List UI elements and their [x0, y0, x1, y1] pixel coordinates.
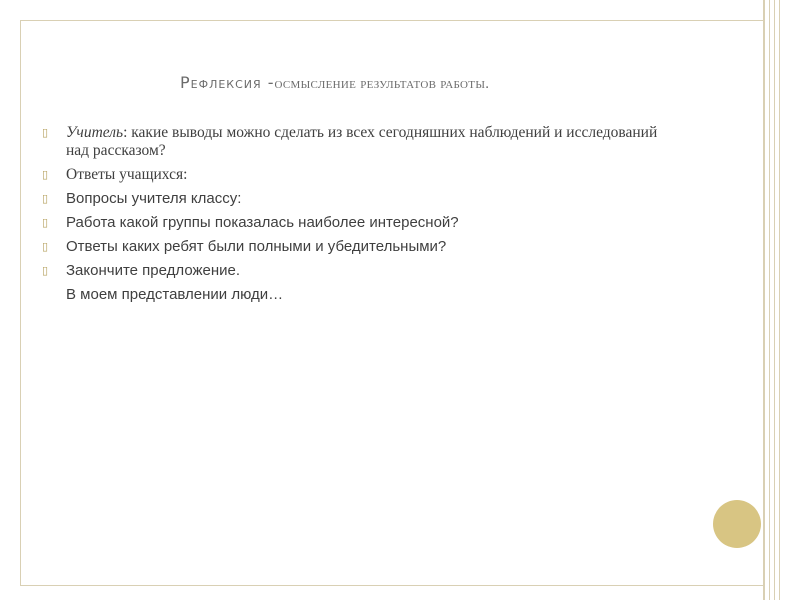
bullet-icon: ▯ — [42, 240, 49, 253]
decor-line — [769, 0, 770, 600]
list-item-text: Вопросы учителя классу: — [66, 190, 242, 207]
bullet-icon: ▯ — [42, 168, 49, 181]
list-item — [40, 214, 660, 232]
decor-line — [774, 0, 775, 600]
list-item-text: Закончите предложение. — [66, 262, 241, 279]
slide-title-main: Рефлексия - — [180, 73, 275, 92]
bullet-icon: ▯ — [42, 264, 49, 277]
list-item-lead: Учитель — [66, 124, 124, 141]
list-item-text — [66, 124, 657, 159]
list-item — [40, 238, 660, 256]
decor-circle — [713, 500, 761, 548]
slide-title-rest: осмысление результатов работы. — [274, 76, 490, 92]
decor-line — [763, 0, 765, 600]
list-item-text: Ответы каких ребят были полными и убедительными? — [66, 238, 447, 255]
slide-title — [180, 58, 489, 96]
list-item — [40, 166, 660, 184]
decor-line — [779, 0, 780, 600]
bullet-icon: ▯ — [42, 126, 49, 139]
list-item — [40, 190, 660, 208]
list-item-text: Работа какой группы показалась наиболее интересной? — [66, 214, 459, 231]
bullet-icon: ▯ — [42, 216, 49, 229]
list-item-body: : какие выводы можно сделать из всех сегодняшних наблюдений и исследований над рассказом? — [66, 124, 658, 159]
list-item-text: Ответы учащихся: — [66, 166, 188, 183]
bullet-icon: ▯ — [42, 192, 49, 205]
list-item-text: В моем представлении люди… — [66, 286, 284, 303]
list-item — [40, 286, 660, 304]
list-item — [40, 262, 660, 280]
list-item — [40, 124, 660, 160]
bullet-list — [40, 124, 660, 310]
